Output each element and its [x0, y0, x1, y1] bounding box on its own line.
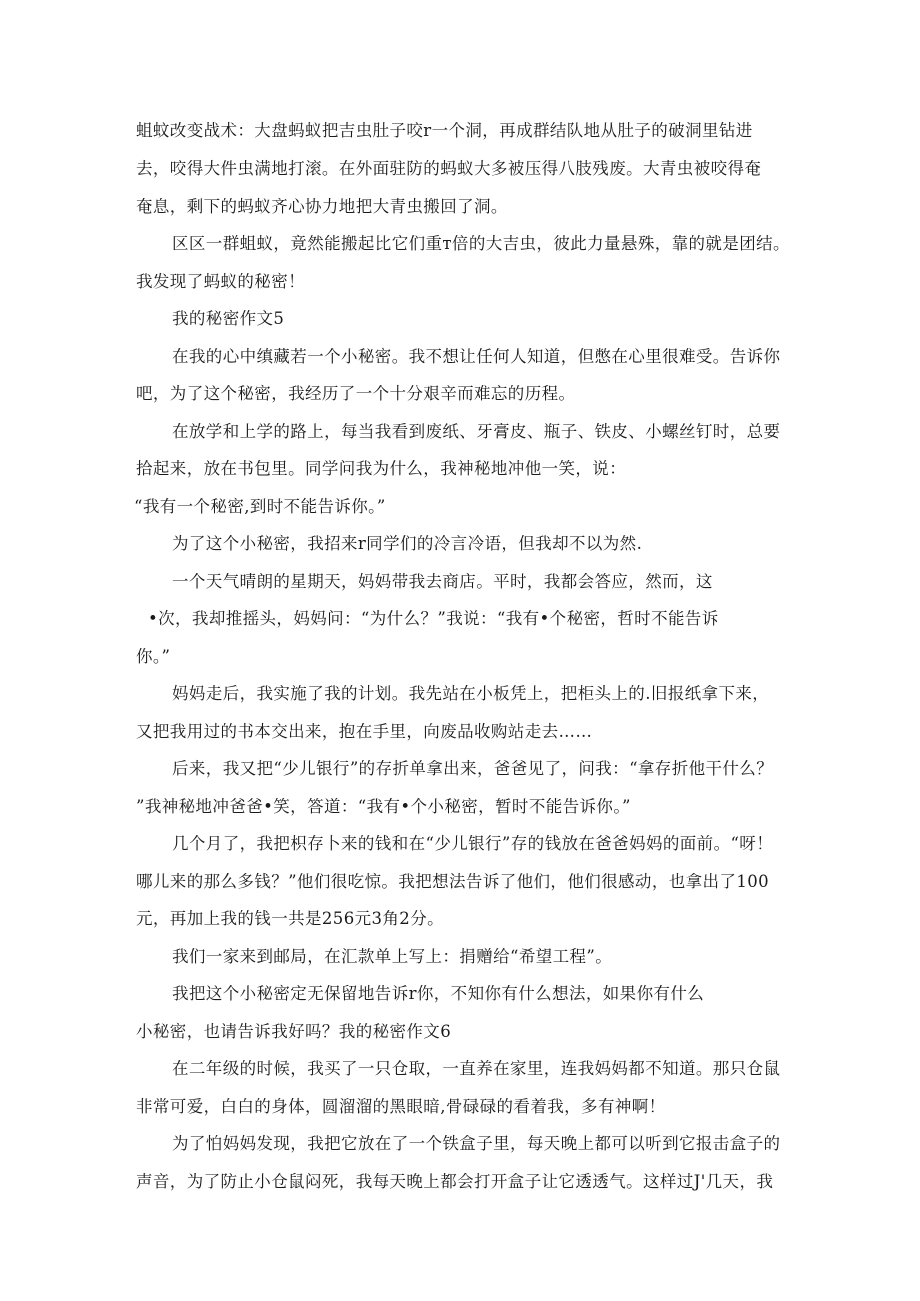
text-line: 哪儿来的那么多钱？”他们很吃惊。我把想法告诉了他们，他们很感动，也拿出了100: [136, 872, 770, 891]
text-line: 非常可爱，白白的身体，圆溜溜的黑眼暗,骨碌碌的看着我，多有神啊！: [136, 1097, 666, 1116]
text-line: 在放学和上学的路上，每当我看到废纸、牙膏皮、瓶子、铁皮、小螺丝钉时，总要: [172, 422, 781, 441]
text-line: 蛆蚊改变战术：大盘蚂蚁把吉虫肚子咬r一个洞，再成群结队地从肚子的破洞里钻进: [136, 121, 753, 140]
text-line: 在我的心中缜藏若一个小秘密。我不想让任何人知道，但憋在心里很难受。告诉你: [172, 347, 781, 366]
text-line: 为了怕妈妈发现，我把它放在了一个铁盒子里，每天晚上都可以听到它报击盒子的: [172, 1134, 781, 1153]
section-title: 我的秘密作文5: [172, 309, 285, 328]
text-line: 元，再加上我的钱一共是256元3角2分。: [136, 909, 444, 928]
text-line: ”我神秘地冲爸爸•笑，答道：“我有•个小秘密，暂时不能告诉你。”: [136, 797, 631, 816]
text-line: 在二年级的时候，我买了一只仓取，一直养在家里，连我妈妈都不知道。那只仓鼠: [172, 1059, 781, 1078]
text-line: 妈妈走后，我实施了我的计划。我先站在小板凭上，把柜头上的.旧报纸拿下来，: [172, 684, 770, 703]
text-line: 去，咬得大件虫满地打滚。在外面驻防的蚂蚁大多被压得八肢残废。大青虫被咬得奄: [136, 159, 762, 178]
text-line: 我发现了蚂蚁的秘密！: [136, 272, 305, 291]
text-line: 声音，为了防止小仓鼠闷死，我每天晚上都会打开盒子让它透透气。这样过J'几天，我: [136, 1172, 774, 1191]
text-line: 又把我用过的书本交出来，抱在手里，向废品收购站走去……: [136, 722, 593, 741]
text-line: 一个天气晴朗的星期天，妈妈带我去商店。平时，我都会答应，然而，这: [172, 572, 713, 591]
text-line: 几个月了，我把枳存卜来的钱和在“少儿银行”存的钱放在爸爸妈妈的面前。“呀！: [172, 834, 774, 853]
text-line: “我有一个秘密,到时不能告诉你。”: [134, 497, 386, 516]
text-line: 小秘密，也请告诉我好吗？我的秘密作文6: [136, 1022, 452, 1041]
text-line: 你。”: [136, 647, 171, 666]
text-line: 我把这个小秘密定无保留地告诉r你，不知你有什么想法，如果你有什么: [172, 984, 705, 1003]
text-line: 为了这个小秘密，我招来r同学们的冷言冷语，但我却不以为然.: [172, 534, 643, 553]
text-line: 我们一家来到邮局，在汇款单上写上：捐赠给“希望工程”。: [172, 947, 613, 966]
text-line: 区区一群蛆蚁，竟然能搬起比它们重т倍的大吉虫，彼此力量悬殊，靠的就是团结。: [172, 234, 790, 253]
text-line: 拾起来，放在书包里。同学问我为什么，我神秘地冲他一笑，说：: [136, 459, 627, 478]
text-line: 后来，我又把“少儿银行”的存折单拿出来，爸爸见了，问我：“拿存折他干什么？: [172, 759, 774, 778]
text-line: 奄息，剩下的蚂蚁齐心协力地把大青虫搬回了洞。: [136, 197, 508, 216]
text-line: 吧，为了这个秘密，我经历了一个十分艰辛而难忘的历程。: [136, 384, 576, 403]
text-line: •次，我却推摇头，妈妈问：“为什么？”我说：“我有•个秘密，哲时不能告诉: [148, 609, 719, 628]
